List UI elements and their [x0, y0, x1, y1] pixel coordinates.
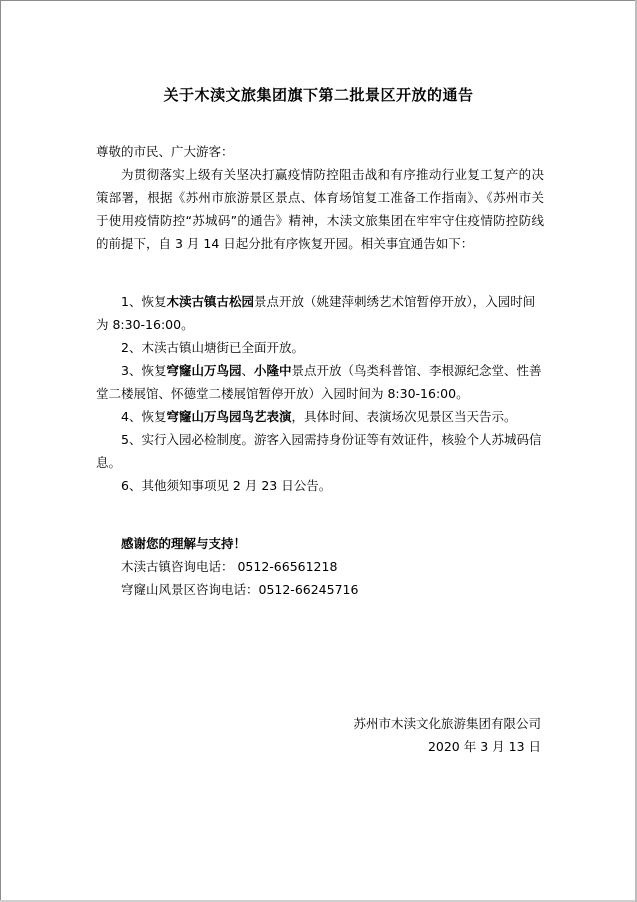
item-3-rest: 景点开放（鸟类科普馆、李根源纪念堂、性善堂二楼展馆、怀德堂二楼展馆暂停开放）入园时间为 8:30-16:00。	[96, 363, 542, 401]
notice-item-4	[96, 405, 544, 428]
contact-line-1: 木渎古镇咨询电话： 0512-66561218	[121, 559, 338, 574]
notice-title: 关于木渎文旅集团旗下第二批景区开放的通告	[163, 86, 474, 104]
item-3-prefix: 3、恢复	[121, 363, 167, 378]
item-3-bold-1: 穹窿山万鸟园	[166, 363, 242, 378]
intro-paragraph: 为贯彻落实上级有关坚决打赢疫情防控阻击战和有序推动行业复工复产的决策部署，根据《苏州市旅游景区景点、体育场馆复工准备工作指南》、《苏州市关于使用疫情防控“苏城码”的通告》精神，木渎文旅集团在牢牢守住疫情防控防线的前提下，自 3 月 14 日起分批有序恢复开园。相关事宜通告如下：	[96, 167, 544, 251]
thanks-text: 感谢您的理解与支持！	[121, 536, 247, 551]
contact-line-2: 穹窿山风景区咨询电话：0512-66245716	[121, 582, 359, 597]
issuer-name: 苏州市木渎文化旅游集团有限公司	[353, 716, 541, 731]
item-4-bold: 穹窿山万鸟园鸟艺表演	[166, 409, 292, 424]
notice-item-6: 6、其他须知事项见 2 月 23 日公告。	[121, 478, 332, 493]
notice-item-1	[96, 290, 544, 336]
item-1-rest: 景点开放（姚建萍刺绣艺术馆暂停开放），入园时间为 8:30-16:00。	[96, 294, 536, 332]
issue-date: 2020 年 3 月 13 日	[427, 739, 541, 754]
notice-item-2: 2、木渎古镇山塘街已全面开放。	[121, 340, 304, 355]
thanks-line	[96, 532, 544, 555]
notice-item-3	[96, 359, 544, 405]
item-1-bold: 木渎古镇古松园	[166, 294, 254, 309]
item-3-sep: 、	[241, 363, 254, 378]
item-1-prefix: 1、恢复	[121, 294, 167, 309]
item-3-bold-2: 小隆中	[253, 363, 292, 378]
spacer	[96, 255, 544, 290]
salutation: 尊敬的市民、广大游客：	[96, 144, 234, 159]
notice-body	[96, 140, 544, 601]
item-4-rest: ，具体时间、表演场次见景区当天告示。	[291, 409, 517, 424]
signature-block	[353, 712, 541, 758]
notice-item-5: 5、实行入园必检制度。游客入园需持身份证等有效证件，核验个人苏城码信息。	[96, 432, 542, 470]
item-4-prefix: 4、恢复	[121, 409, 167, 424]
spacer	[96, 497, 544, 532]
